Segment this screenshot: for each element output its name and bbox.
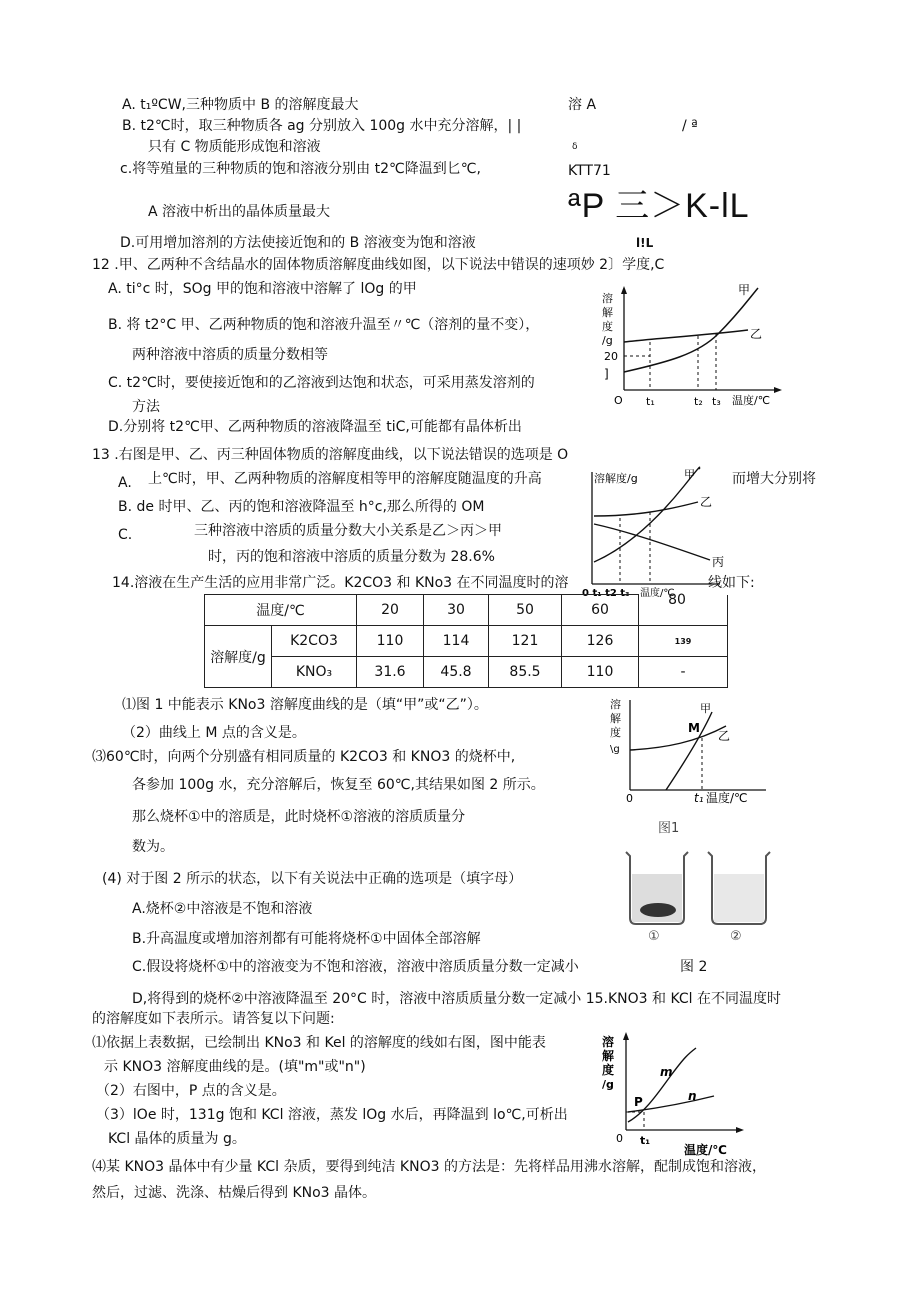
table-cell: 126 bbox=[562, 626, 639, 657]
q11-figure-note-2: / ª bbox=[682, 118, 698, 134]
q15-ylabel-3: 度 bbox=[602, 1063, 615, 1077]
table-temp-30: 30 bbox=[424, 595, 489, 626]
q12-y20: 20 bbox=[604, 350, 618, 363]
q11-option-d: D.可用增加溶剂的方法使接近饱和的 B 溶液变为饱和溶液 bbox=[120, 235, 476, 251]
q11-option-c-cont: A 溶液中析出的晶体质量最大 bbox=[148, 204, 331, 220]
q12-ylabel-2: 解 bbox=[602, 306, 613, 319]
q12-t2: t₂ bbox=[694, 395, 703, 408]
q14-part-2: （2）曲线上 M 点的含义是。 bbox=[122, 725, 306, 741]
q14-fig1-label-yi: 乙 bbox=[718, 729, 731, 743]
q12-ylabel-1: 溶 bbox=[602, 292, 613, 305]
q11-figure-note-3: δ bbox=[572, 142, 578, 152]
q12-ylabel-4: /g bbox=[602, 334, 613, 347]
table-temp-80-text: 80 bbox=[668, 591, 686, 608]
q15-intro: 的溶解度如下表所示。请答复以下问题: bbox=[92, 1011, 335, 1027]
q12-origin: O bbox=[614, 394, 623, 407]
q12-t3: t₃ bbox=[712, 395, 721, 408]
q13-curve-yi bbox=[594, 502, 698, 516]
q15-ylabel-2: 解 bbox=[602, 1049, 615, 1063]
q15-part-4: ⑷某 KNO3 晶体中有少量 KCl 杂质，要得到纯洁 KNO3 的方法是：先将样品用沸水溶解，配制成饱和溶液， bbox=[92, 1159, 766, 1175]
q12-stem: 12 .甲、乙两种不含结晶水的固体物质溶解度曲线如图，以下说法中错误的速项妙 2〕学度,C bbox=[92, 257, 665, 273]
table-cell: 121 bbox=[489, 626, 562, 657]
beaker-2-label: ② bbox=[730, 929, 742, 942]
q14-fig1-curve-yi bbox=[630, 726, 726, 750]
q11-figure-note-5: l!L bbox=[636, 236, 654, 250]
q13-option-b: B. de 时甲、乙、丙的饱和溶液降温至 h°c,那么所得的 OM bbox=[118, 499, 485, 515]
table-temp-60: 60 bbox=[562, 595, 639, 626]
q15-label-p: P bbox=[634, 1095, 643, 1109]
table-cell: 114 bbox=[424, 626, 489, 657]
q15-part-3: （3）lOe 时，131g 饱和 KCl 溶液，蒸发 lOg 水后，再降温到 lo℃,可析出 bbox=[96, 1107, 568, 1123]
q12-ylabel-3: 度 bbox=[602, 320, 613, 333]
table-row-group: 溶解度/g bbox=[205, 626, 272, 688]
q14-figure2-beakers bbox=[618, 846, 788, 942]
table-row bbox=[205, 657, 728, 688]
q12-label-yi: 乙 bbox=[750, 327, 763, 341]
q13-label-yi: 乙 bbox=[700, 495, 713, 509]
q15-origin: 0 bbox=[616, 1132, 623, 1145]
q12-curve-jia bbox=[624, 288, 758, 372]
q14-part-4: (4) 对于图 2 所示的状态，以下有关说法中正确的选项是（填字母） bbox=[102, 871, 523, 887]
q13-option-c: 三种溶液中溶质的质量分数大小关系是乙＞丙＞甲 bbox=[194, 523, 502, 539]
q12-solubility-graph bbox=[598, 280, 788, 410]
q13-xlabel: 温度/℃ bbox=[640, 588, 675, 599]
q14-part-4-b: B.升高温度或增加溶剂都有可能将烧杯①中固体全部溶解 bbox=[132, 931, 481, 947]
table-cell: 85.5 bbox=[489, 657, 562, 688]
q14-part-1: ⑴图 1 中能表示 KNo3 溶解度曲线的是（填“甲”或“乙”）。 bbox=[122, 697, 488, 713]
q14-fig1-ylabel-3: 度 bbox=[610, 726, 621, 739]
q14-stem-right: 线如下: bbox=[708, 575, 755, 591]
q14-part-3-cont3: 数为。 bbox=[132, 839, 174, 855]
q14-part-4-d: D,将得到的烧杯②中溶液降温至 20°C 时，溶液中溶质质量分数一定减小 15.KNO3 和 KCl 在不同温度时 bbox=[132, 991, 781, 1007]
q14-fig1-ylabel-1: 溶 bbox=[610, 698, 621, 711]
q14-fig1-origin: 0 bbox=[626, 792, 633, 805]
q11-option-b: B. t2℃时，取三种物质各 ag 分别放入 100g 水中充分溶解，| | bbox=[122, 118, 522, 134]
q13-option-a-label: A. bbox=[118, 475, 132, 491]
q11-figure-note-4: KTT71 bbox=[568, 163, 611, 179]
q14-fig1-ylabel-4: \g bbox=[610, 744, 620, 755]
table-cell: - bbox=[639, 657, 728, 688]
q11-option-c: c.将等殖量的三种物质的饱和溶液分别由 t2℃降温到匕℃, bbox=[120, 161, 481, 177]
q14-figure1-graph bbox=[606, 690, 786, 840]
q14-stem: 14.溶液在生产生活的应用非常广泛。K2CO3 和 KNo3 在不同温度时的溶 bbox=[112, 575, 569, 591]
q11-figure-garbled: ªP 三＞K-lL bbox=[568, 187, 750, 225]
q15-part-2: （2）右图中，P 点的含义是。 bbox=[96, 1083, 286, 1099]
q14-fig1-caption: 图1 bbox=[658, 821, 680, 836]
q13-label-bing: 丙 bbox=[712, 555, 725, 569]
q13-option-a: 上℃时，甲、乙两种物质的溶解度相等甲的溶解度随温度的升高 bbox=[148, 471, 542, 487]
q13-option-d: 时，丙的饱和溶液中溶质的质量分数为 28.6% bbox=[208, 549, 495, 565]
q13-curve-bing bbox=[594, 524, 710, 560]
q15-ylabel-1: 溶 bbox=[602, 1035, 615, 1049]
q15-solubility-graph bbox=[600, 1030, 780, 1160]
q13-option-c-label: C. bbox=[118, 527, 133, 543]
q12-xlabel: 温度/℃ bbox=[732, 394, 771, 407]
beaker-1-label: ① bbox=[648, 929, 660, 942]
table-name-k2co3: K2CO3 bbox=[272, 626, 357, 657]
q11-option-b-cont: 只有 C 物质能形成饱和溶液 bbox=[148, 139, 321, 155]
q12-curve-yi bbox=[624, 330, 748, 342]
q12-label-jia: 甲 bbox=[738, 283, 751, 297]
table-row bbox=[205, 626, 728, 657]
q15-label-n: n bbox=[688, 1089, 697, 1103]
q12-option-a: A. ti°c 时，SOg 甲的饱和溶液中溶解了 lOg 的甲 bbox=[108, 281, 417, 297]
table-temp-20: 20 bbox=[357, 595, 424, 626]
table-header-temp: 温度/℃ bbox=[205, 595, 357, 626]
q12-option-c-cont: 方法 bbox=[132, 399, 160, 415]
beaker-2-solution bbox=[714, 874, 764, 922]
table-cell: 45.8 bbox=[424, 657, 489, 688]
q13-label-jia: 甲 bbox=[684, 468, 695, 481]
q15-ylabel-4: /g bbox=[602, 1078, 614, 1091]
table-row bbox=[205, 595, 728, 626]
beaker-1-solid bbox=[640, 903, 676, 917]
q12-option-c: C. t2℃时，要使接近饱和的乙溶液到达饱和状态，可采用蒸发溶剂的 bbox=[108, 375, 535, 391]
q13-xticks: 0 t₁ t2 t₃ bbox=[582, 588, 630, 599]
q14-part-3: ⑶60℃时，向两个分别盛有相同质量的 K2CO3 和 KNO3 的烧杯中, bbox=[92, 749, 516, 765]
q14-fig1-t1: t₁ bbox=[694, 791, 704, 805]
q12-option-b-cont: 两种溶液中溶质的质量分数相等 bbox=[132, 347, 328, 363]
q14-fig1-xlabel: 温度/℃ bbox=[706, 791, 748, 805]
q14-part-4-c: C.假设将烧杯①中的溶液变为不饱和溶液，溶液中溶质质量分数一定减小 bbox=[132, 959, 579, 975]
q11-figure-note-1: 溶 A bbox=[568, 97, 597, 113]
q11-option-a: A. t₁ºCW,三种物质中 B 的溶解度最大 bbox=[122, 97, 359, 113]
q15-part-1-cont: 示 KNO3 溶解度曲线的是。(填"m"或"n") bbox=[104, 1059, 366, 1075]
q14-part-4-a: A.烧杯②中溶液是不饱和溶液 bbox=[132, 901, 313, 917]
table-cell: 110 bbox=[562, 657, 639, 688]
q15-part-1: ⑴依据上表数据，已绘制出 KNo3 和 Kel 的溶解度的线如右图，图中能表 bbox=[92, 1035, 546, 1051]
q13-option-a-right: 而增大分别将 bbox=[732, 471, 816, 487]
q15-t1: t₁ bbox=[640, 1134, 651, 1147]
q15-part-4-cont: 然后，过滤、洗涤、枯燥后得到 KNo3 晶体。 bbox=[92, 1185, 377, 1201]
q14-part-3-cont2: 那么烧杯①中的溶质是，此时烧杯①溶液的溶质质量分 bbox=[132, 809, 466, 825]
q12-t1: t₁ bbox=[646, 395, 655, 408]
q14-figure2-caption: 图 2 bbox=[680, 959, 708, 975]
table-temp-50: 50 bbox=[489, 595, 562, 626]
table-cell: 31.6 bbox=[357, 657, 424, 688]
q12-option-d: D.分别将 t2℃甲、乙两种物质的溶液降温至 tiC,可能都有晶体析出 bbox=[108, 419, 522, 435]
table-cell: 110 bbox=[357, 626, 424, 657]
q14-fig1-label-m: M bbox=[688, 721, 700, 735]
q14-fig1-ylabel-2: 解 bbox=[610, 712, 621, 725]
q14-fig1-label-jia: 甲 bbox=[700, 702, 711, 715]
q13-stem: 13 .右图是甲、乙、丙三种固体物质的溶解度曲线，以下说法错误的选项是 O bbox=[92, 447, 569, 463]
q13-ylabel: 溶解度/g bbox=[594, 472, 638, 485]
q12-option-b: B. 将 t2°C 甲、乙两种物质的饱和溶液升温至〃℃（溶剂的量不变）， bbox=[108, 317, 540, 333]
q12-bracket: ] bbox=[604, 367, 609, 381]
q15-label-m: m bbox=[660, 1065, 673, 1079]
q14-part-3-cont: 各参加 100g 水，充分溶解后，恢复至 60℃,其结果如图 2 所示。 bbox=[132, 777, 545, 793]
q15-part-3-cont: KCl 晶体的质量为 g。 bbox=[108, 1131, 246, 1147]
table-name-kno3: KNO₃ bbox=[272, 657, 357, 688]
table-cell: 139 bbox=[639, 626, 728, 657]
q15-xlabel: 温度/℃ bbox=[684, 1143, 727, 1157]
